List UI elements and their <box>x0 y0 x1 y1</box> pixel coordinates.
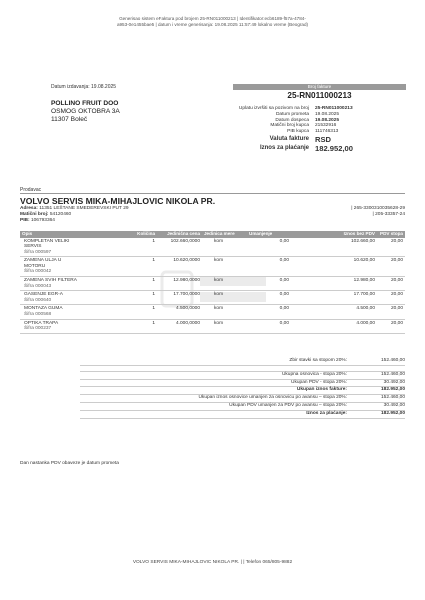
item-quantity: 1 <box>152 238 155 244</box>
item-name: GASENJE EGR-A <box>24 292 63 298</box>
table-row <box>20 291 405 305</box>
meta-label: Matični broj kupca <box>270 123 309 129</box>
summary-value: 152.460,00 <box>380 395 405 401</box>
seller-address-label: Adresa: <box>20 206 38 211</box>
col-amount: Iznos bez PDV <box>343 231 375 236</box>
item-name: SERVIS <box>24 244 42 250</box>
item-unit-price: 10.620,0000 <box>173 258 200 264</box>
item-name: ZAMENA SVIH FILTERA <box>24 278 77 284</box>
item-unit-price: 102.660,0000 <box>170 238 200 244</box>
buyer-city: 11307 Boleč <box>51 116 88 124</box>
meta-label: Datum prometa <box>275 111 309 117</box>
item-discount: 0,00 <box>279 278 289 284</box>
seller-section-label: Prodavac <box>20 187 42 193</box>
invoice-summary <box>80 358 405 419</box>
col-unit-price: Jedinična cena <box>167 231 200 236</box>
total-row <box>233 144 406 153</box>
item-amount: 17.700,00 <box>353 292 375 298</box>
item-amount: 4.000,00 <box>356 320 375 326</box>
item-unit: kom <box>214 238 224 244</box>
table-row <box>20 277 405 291</box>
item-description <box>20 305 102 318</box>
item-unit-price: 4.000,0000 <box>175 320 200 326</box>
item-quantity: 1 <box>152 320 155 326</box>
total-value: 182.952,00 <box>315 143 354 153</box>
col-quantity: Količina <box>137 231 155 236</box>
col-discount: Umanjenje <box>249 231 273 236</box>
seller-pib-line <box>20 218 129 224</box>
invoice-number-header: Broj fakture <box>233 84 406 90</box>
issue-date: Datum izdavanja: 19.08.2025 <box>51 84 117 90</box>
summary-label: Ukupan iznos fakture: <box>296 387 347 393</box>
item-unit-price: 4.500,0000 <box>175 306 200 312</box>
item-quantity: 1 <box>152 306 155 312</box>
item-name: KOMPLETAN VELIKI <box>24 238 70 244</box>
currency-value: RSD <box>315 134 332 144</box>
item-vat-rate: 20,00 <box>390 320 403 326</box>
col-vat-rate: PDV stopa <box>380 231 403 236</box>
summary-value: 182.952,00 <box>380 387 405 393</box>
item-discount: 0,00 <box>279 238 289 244</box>
seller-account: | 265-3300310035628-29 <box>351 206 405 211</box>
summary-row-amount-due <box>80 411 405 419</box>
items-table <box>20 231 405 334</box>
item-discount: 0,00 <box>279 292 289 298</box>
meta-value: 19.08.2025 <box>315 117 340 123</box>
item-code: Šifra 000043 <box>24 283 52 289</box>
summary-row <box>80 380 405 388</box>
meta-value: 21532916 <box>315 123 337 129</box>
summary-row <box>80 358 405 366</box>
seller-accounts <box>265 206 405 218</box>
summary-value: 152.460,00 <box>380 371 405 377</box>
item-unit: kom <box>214 306 224 312</box>
item-quantity: 1 <box>152 278 155 284</box>
table-row <box>20 305 405 319</box>
meta-label: PIB kupca <box>287 129 309 135</box>
total-label: Iznos za plaćanje <box>259 144 309 151</box>
buyer-address: OSMOG OKTOBRA 3A <box>51 108 120 116</box>
item-unit: kom <box>214 258 224 264</box>
item-name: ZAMENA ULJA U <box>24 258 62 264</box>
summary-label: Ukupna osnovica - stopa 20%: <box>281 371 347 377</box>
item-vat-rate: 20,00 <box>390 258 403 264</box>
item-amount: 10.620,00 <box>353 258 375 264</box>
item-unit-price: 12.980,0000 <box>173 278 200 284</box>
table-row <box>20 320 405 334</box>
seller-address: 11351 LEŠTANE SMEDEREVSKI PUT 29 <box>39 206 129 211</box>
item-amount: 4.500,00 <box>356 306 375 312</box>
item-description <box>20 320 102 333</box>
summary-value: 182.952,00 <box>380 410 405 416</box>
summary-label: Iznos za plaćanje: <box>306 410 347 416</box>
summary-row <box>80 395 405 403</box>
summary-row <box>80 372 405 380</box>
item-quantity: 1 <box>152 258 155 264</box>
seller-name: VOLVO SERVIS MIKA-MIHAJLOVIC NIKOLA PR. <box>20 196 216 206</box>
meta-value: 19.08.2025 <box>315 111 340 117</box>
item-discount: 0,00 <box>279 306 289 312</box>
summary-value: 30.492,00 <box>383 379 405 385</box>
seller-info <box>20 206 129 224</box>
seller-pib-label: PIB: <box>20 218 30 223</box>
generation-note-line: a953-0e1455bae5 | datum i vreme generisanja: 19.08.2025 11:57:49 lokalno vreme (Beograd) <box>116 22 309 27</box>
item-unit: kom <box>214 278 224 284</box>
invoice-number: 25-RN011000213 <box>287 91 352 100</box>
item-vat-rate: 20,00 <box>390 306 403 312</box>
item-description <box>20 291 102 304</box>
item-code: Šifra 000568 <box>24 312 52 318</box>
item-amount: 12.980,00 <box>353 278 375 284</box>
generation-note-line: Generisao sistem eFaktura pod brojem 25-RN011000213 | Identifikator:ecb6189-f57a-4784- <box>119 16 306 21</box>
seller-mb-label: Matični broj: <box>20 212 49 217</box>
vat-obligation-note: Dan nastanka PDV obaveze je datum prometa <box>20 461 119 466</box>
summary-label: Ukupan PDV - stopa 20%: <box>291 379 347 385</box>
item-name: OPTIKA TRAPA <box>24 320 59 326</box>
item-name: MOTORU <box>24 263 46 269</box>
summary-label: Zbir stavki sa stopom 20%: <box>289 358 347 363</box>
seller-divider <box>20 193 405 194</box>
buyer-name: POLLINO FRUIT DOO <box>51 100 119 107</box>
currency-row <box>233 135 406 144</box>
item-vat-rate: 20,00 <box>390 278 403 284</box>
item-description <box>20 238 102 257</box>
item-vat-rate: 20,00 <box>390 238 403 244</box>
meta-value: 25-RN011000213 <box>315 106 353 111</box>
summary-row <box>80 403 405 411</box>
col-description: Opis <box>22 231 33 236</box>
item-description <box>20 277 102 290</box>
meta-label: Uplatu izvršiti sa pozivom na broj <box>238 106 309 111</box>
summary-value: 30.492,00 <box>383 402 405 408</box>
item-discount: 0,00 <box>279 320 289 326</box>
col-unit: Jedinica mere <box>204 231 235 236</box>
item-code: Šifra 000237 <box>24 326 52 332</box>
item-discount: 0,00 <box>279 258 289 264</box>
table-row <box>20 257 405 277</box>
item-unit-price: 17.700,0000 <box>173 292 200 298</box>
seller-account: | 205-33357-24 <box>372 212 405 217</box>
page-footer: VOLVO SERVIS MIKA-MIHAJLOVIC NIKOLA PR. | | Telefon 065/805-9882 <box>132 560 293 565</box>
item-name: MONTAZA GUMA <box>24 306 63 312</box>
meta-label: Datum dospeca <box>275 117 309 123</box>
summary-value: 152.460,00 <box>380 358 405 363</box>
seller-pib: 106793364 <box>30 218 55 223</box>
item-quantity: 1 <box>152 292 155 298</box>
summary-label: Ukupan PDV umanjen za PDV po avansu – stopa 20%: <box>229 402 347 408</box>
item-code: Šifra 000042 <box>24 269 52 275</box>
item-code: Šifra 000640 <box>24 297 52 303</box>
item-vat-rate: 20,00 <box>390 292 403 298</box>
seller-mb: 54120460 <box>49 212 72 217</box>
item-code: Šifra 000597 <box>24 249 52 255</box>
item-unit: kom <box>214 320 224 326</box>
meta-value: 111746313 <box>315 129 339 135</box>
item-amount: 102.660,00 <box>350 238 375 244</box>
invoice-meta <box>233 106 406 153</box>
generation-note <box>0 16 425 28</box>
item-description <box>20 257 102 276</box>
item-unit: kom <box>214 292 224 298</box>
buyer-block <box>51 100 120 125</box>
currency-label: Valuta fakture <box>269 135 309 142</box>
summary-label: Ukupan iznos osnovice umanjen za osnovicu po avansu – stopa 20%: <box>198 395 347 401</box>
table-row <box>20 238 405 258</box>
